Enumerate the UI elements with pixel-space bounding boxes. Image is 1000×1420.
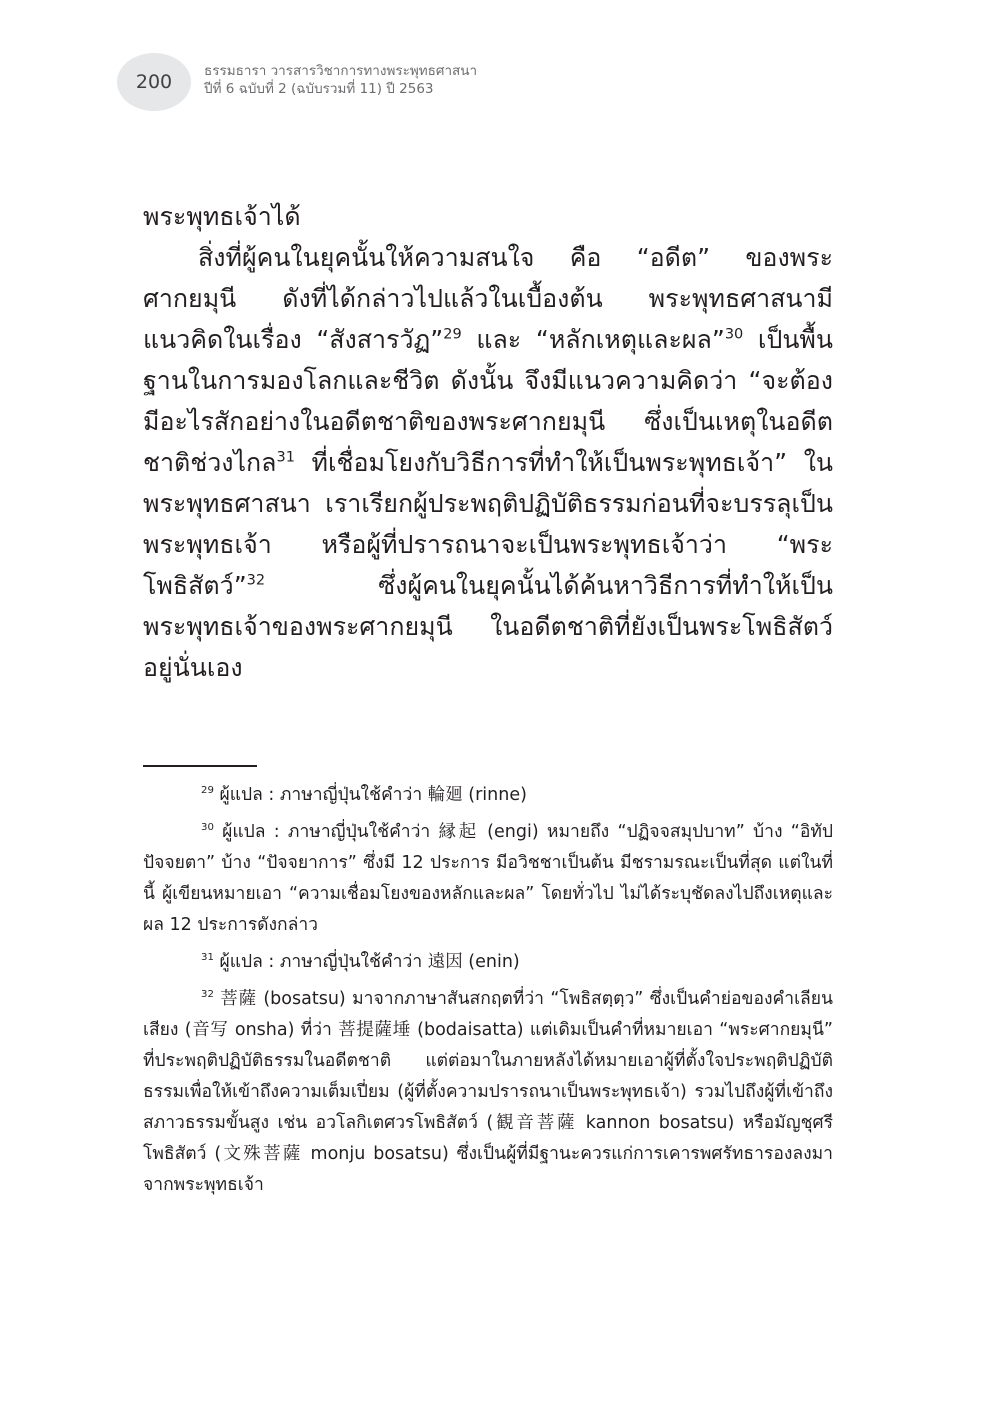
running-header — [204, 62, 477, 98]
page-number-badge — [117, 53, 191, 111]
footnote-30 — [143, 817, 833, 941]
footnote-32 — [143, 984, 833, 1201]
footnote-ref-29: 29 — [443, 326, 462, 343]
footnote-number: 30 — [201, 822, 214, 834]
issue-info: ปีที่ 6 ฉบับที่ 2 (ฉบับรวมที่ 11) ปี 2563 — [204, 81, 434, 97]
footnote-text: 菩薩 (bosatsu) มาจากภาษาสันสกฤตที่ว่า “โพธิสตฺตฺว” ซึ่งเป็นคำย่อของคำเลียนเสียง (音写 onsha) ที่ว่า 菩提薩埵 (bodaisatta) แต่เดิมเป็นคำที่หมายเอา “พระศากยมุนี” ที่ประพฤติปฏิบัติธรรมในอดีตชาติ แต่ต่อมาในภายหลังได้หมายเอาผู้ที่ตั้งใจประพฤติปฏิบัติธรรมเพื่อให้เข้าถึงความเต็มเปี่ยม (ผู้ที่ตั้งความปรารถนาเป็นพระพุทธเจ้า) รวมไปถึงผู้ที่เข้าถึงสภาวธรรมขั้นสูง เช่น อวโลกิเตศวรโพธิสัตว์ (観音菩薩 kannon bosatsu) หรือมัญชุศรีโพธิสัตว์ (文殊菩薩 monju bosatsu) ซึ่งเป็นผู้ที่มีฐานะควรแก่การเคารพศรัทธารองลงมาจากพระพุทธเจ้า — [143, 989, 833, 1195]
para-text-4: ที่เชื่อมโยงกับวิธีการที่ทำให้เป็นพระพุทธเจ้า” ในพระพุทธศาสนา เราเรียกผู้ประพฤติปฏิบัติธรรมก่อนที่จะบรรลุเป็นพระพุทธเจ้า หรือผู้ที่ปรารถนาจะเป็นพระพุทธเจ้าว่า “พระโพธิสัตว์” — [143, 448, 833, 600]
page-number: 200 — [135, 71, 173, 93]
journal-title: ธรรมธารา วารสารวิชาการทางพระพุทธศาสนา — [204, 63, 478, 79]
footnote-ref-31: 31 — [276, 449, 295, 466]
para-text-1: สิ่งที่ผู้คนในยุคนั้นให้ความสนใจ คือ “อดีต” ของพระศากยมุนี ดังที่ได้กล่าวไปแล้วในเบื้องต้น พระพุทธศาสนามีแนวคิดในเรื่อง “สังสารวัฏ” — [143, 243, 833, 354]
para-text-2: และ “หลักเหตุและผล” — [461, 325, 725, 354]
continuation-line: พระพุทธเจ้าได้ — [143, 202, 301, 231]
main-paragraph — [143, 237, 833, 688]
para-text-3: เป็นพื้นฐานในการมองโลกและชีวิต ดังนั้น จึงมีแนวความคิดว่า “จะต้องมีอะไรสักอย่างในอดีตชาติของพระศากยมุนี ซึ่งเป็นเหตุในอดีตชาติช่วงไกล — [143, 325, 833, 477]
footnote-ref-30: 30 — [724, 326, 744, 343]
footnote-31 — [143, 947, 833, 978]
footnote-number: 32 — [201, 989, 214, 1001]
footnote-divider — [143, 765, 257, 767]
body-text — [143, 196, 833, 688]
footnote-number: 29 — [201, 785, 214, 797]
footnote-number: 31 — [201, 952, 214, 964]
footnote-29 — [143, 780, 833, 811]
para-text-5: ซึ่งผู้คนในยุคนั้นได้ค้นหาวิธีการที่ทำให้เป็นพระพุทธเจ้าของพระศากยมุนี ในอดีตชาติที่ยังเป็นพระโพธิสัตว์อยู่นั่นเอง — [143, 571, 833, 682]
footnote-text: ผู้แปล : ภาษาญี่ปุ่นใช้คำว่า 縁起 (engi) หมายถึง “ปฏิจจสมุปบาท” บ้าง “อิทัปปัจจยตา” บ้าง “ปัจจยาการ” ซึ่งมี 12 ประการ มีอวิชชาเป็นต้น มีชรามรณะเป็นที่สุด แต่ในที่นี้ ผู้เขียนหมายเอา “ความเชื่อมโยงของหลักและผล” โดยทั่วไป ไม่ได้ระบุชัดลงไปถึงเหตุและผล 12 ประการดังกล่าว — [143, 822, 833, 935]
footnote-text: ผู้แปล : ภาษาญี่ปุ่นใช้คำว่า 輪廻 (rinne) — [213, 785, 527, 805]
footnote-ref-32: 32 — [246, 572, 266, 589]
footnotes — [143, 780, 833, 1207]
footnote-text: ผู้แปล : ภาษาญี่ปุ่นใช้คำว่า 遠因 (enin) — [213, 952, 520, 972]
